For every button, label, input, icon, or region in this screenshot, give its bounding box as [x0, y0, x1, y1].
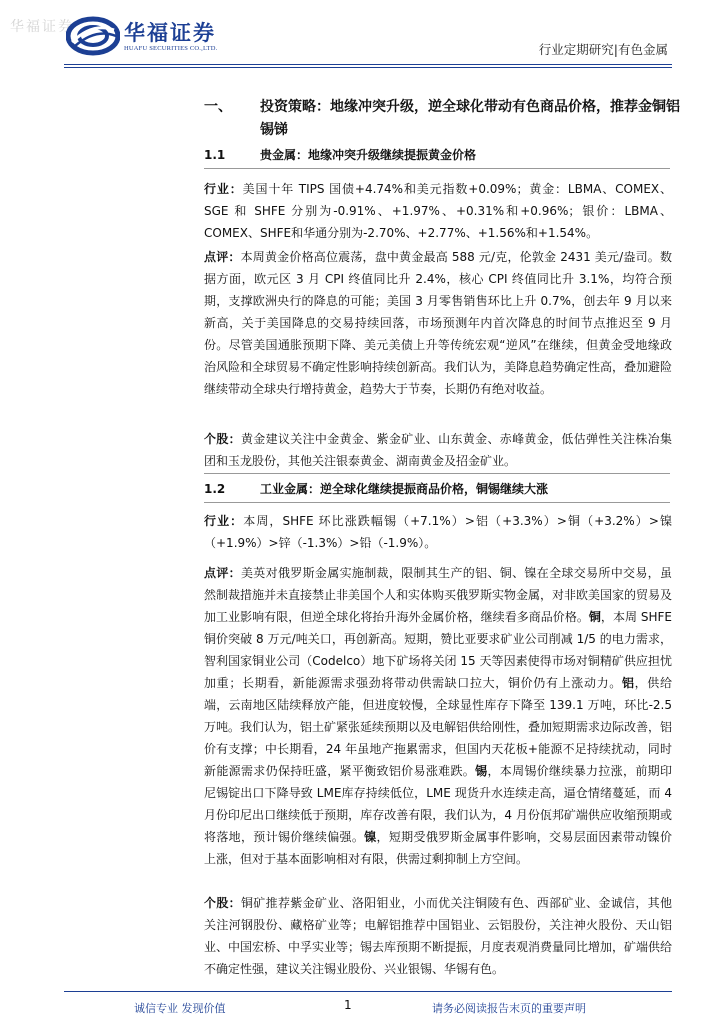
subsection-divider — [204, 168, 670, 169]
industrial-stock-paragraph — [204, 892, 672, 980]
subsection-number: 1.1 — [204, 148, 226, 162]
nickel-label: 镍 — [364, 830, 377, 844]
footer-slogan: 诚信专业 发现价值 — [134, 1002, 226, 1015]
copper-text: ，本周 SHFE 铜价突破 8 万元/吨关口，再创新高。短期，赞比亚要求矿业公司削减 1/5 的电力需求，智利国家铜业公司（Codelco）地下矿场将关闭 15 天等因素使得市场对铜精矿供应担忧加重；长期看，新能源需求强劲将带动供需缺口拉大，铜价仍有上涨动力。 — [204, 610, 672, 690]
logo-chinese-name: 华福证券 — [124, 21, 216, 45]
footer-disclaimer: 请务必阅读报告末页的重要声明 — [432, 1002, 586, 1015]
header-divider — [64, 64, 672, 65]
logo-swirl-icon — [66, 16, 120, 56]
stock-label: 个股： — [204, 896, 241, 910]
industry-text: 本周，SHFE 环比涨跌幅锡（+7.1%）>铝（+3.3%）>铜（+3.2%）>镍（+1.9%）>锌（-1.3%）>铅（-1.9%）。 — [204, 514, 672, 550]
company-logo — [66, 16, 238, 56]
section-number: 一、 — [204, 99, 232, 115]
precious-industry-paragraph — [204, 178, 672, 244]
industry-label: 行业： — [204, 182, 243, 196]
page-number: 1 — [344, 998, 352, 1012]
industrial-comment-paragraph — [204, 562, 672, 870]
footer-divider — [64, 991, 672, 992]
subsection-heading-precious — [204, 146, 476, 163]
aluminum-text: ，供给端，云南地区陆续释放产能，但进度较慢，全球显性库存下降至 139.1 万吨，环比-2.5 万吨。我们认为，铝土矿紧张延续预期以及电解铝供给刚性，叠加短期需求边际改善，铝价有支撑；中长期看，24 年虽地产拖累需求，但国内天花板+能源不足持续扰动，同时新能源需求仍保持旺盛，紧平衡致铝价易涨难跌。 — [204, 676, 673, 778]
subsection-divider — [204, 473, 670, 474]
comment-label: 点评： — [204, 250, 241, 264]
comment-text: 美英对俄罗斯金属实施制裁，限制其生产的铝、铜、镍在全球交易所中交易，虽然制裁措施并未直接禁止非美国个人和实体购买俄罗斯实物金属，对非欧美国家的贸易及加工业影响有限，但逆全球化将抬升海外金属价格，继续看多商品价格。 — [204, 566, 673, 624]
subsection-heading-industrial — [204, 480, 548, 497]
industry-text: 美国十年 TIPS 国债+4.74%和美元指数+0.09%；黄金：LBMA、COMEX、SGE 和 SHFE 分别为-0.91%、+1.97%、+0.31%和+0.96%；银价：LBMA、COMEX、SHFE和华通分别为-2.70%、+2.77%、+1.56%和+1.54%。 — [204, 182, 672, 240]
tin-text: ，本周锡价继续暴力拉涨，前期印尼锡锭出口下降导致 LME库存持续低位，LME 现货升水连续走高，逼仓情绪蔓延，而 4 月份印尼出口继续低于预期，库存改善有限，我们认为，4 月份佤邦矿端供应收缩预期或将落地，预计锡价继续偏强。 — [204, 764, 672, 844]
nickel-text: ，短期受俄罗斯金属事件影响，交易层面因素带动镍价上涨，但对于基本面影响相对有限，供需过剩抑制上方空间。 — [204, 830, 672, 866]
precious-stock-paragraph — [204, 428, 672, 472]
precious-comment-paragraph — [204, 246, 672, 400]
comment-label: 点评： — [204, 566, 241, 580]
comment-text: 本周黄金价格高位震荡，盘中黄金最高 588 元/克，伦敦金 2431 美元/盎司。数据方面，欧元区 3 月 CPI 终值同比升 2.4%，核心 CPI 终值同比升 3.1%，均符合预期，支撑欧洲央行的降息的可能；美国 3 月零售销售环比上升 0.7%，创去年 9 月以来新高，关于美国降息的交易持续回落，市场预测年内首次降息的时间节点推迟至 9 月份。尽管美国通胀预期下降、美元美债上升等传统宏观“逆风”在继续，但黄金受地缘政治风险和全球贸易不确定性影响持续创新高。我们认为，美降息趋势确定性高，叠加避险继续带动全球央行增持黄金，趋势大于节奏，长期仍有绝对收益。 — [204, 250, 673, 396]
watermark: 华福证券 — [10, 19, 74, 35]
subsection-divider — [204, 502, 670, 503]
tin-label: 锡 — [475, 764, 488, 778]
section-title: 投资策略：地缘冲突升级，逆全球化带动有色商品价格，推荐金铜铝锡锑 — [260, 99, 680, 138]
stock-text: 铜矿推荐紫金矿业、洛阳钼业，小而优关注铜陵有色、西部矿业、金诚信，其他关注河钢股份、藏格矿业等；电解铝推荐中国铝业、云铝股份，关注神火股份、天山铝业、中国宏桥、中孚实业等；锡去库预期不断提振，月度表观消费量同比增加，矿端供给不确定性强，建议关注锡业股份、兴业银锡、华锡有色。 — [204, 896, 673, 976]
subsection-number: 1.2 — [204, 482, 226, 496]
copper-label: 铜 — [588, 610, 601, 624]
stock-text: 黄金建议关注中金黄金、紫金矿业、山东黄金、赤峰黄金，低估弹性关注株冶集团和玉龙股份，其他关注银泰黄金、湖南黄金及招金矿业。 — [204, 432, 672, 468]
report-category: 行业定期研究|有色金属 — [538, 42, 668, 57]
industry-label: 行业： — [204, 514, 244, 528]
header-divider-thin — [64, 67, 672, 68]
subsection-title: 工业金属：逆全球化继续提振商品价格，铜锡继续大涨 — [260, 482, 549, 496]
logo-english-name: HUAFU SECURITIES CO.,LTD. — [124, 45, 218, 52]
industrial-industry-paragraph — [204, 510, 672, 554]
subsection-title: 贵金属：地缘冲突升级继续提振黄金价格 — [260, 148, 477, 162]
stock-label: 个股： — [204, 432, 241, 446]
aluminum-label: 铝 — [621, 676, 635, 690]
